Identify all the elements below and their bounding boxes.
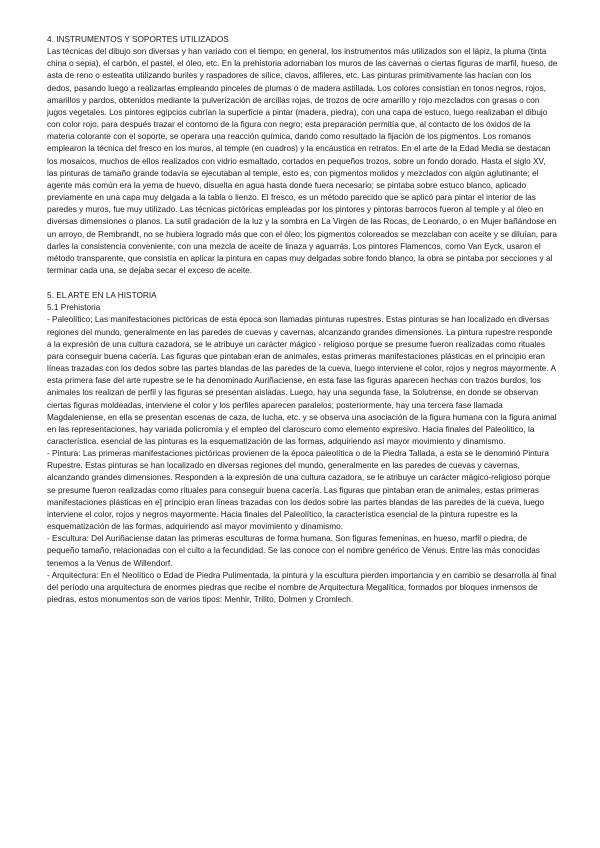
section-instrumentos <box>47 34 558 277</box>
list-item-escultura: - Escultura: Del Auriñaciense datan las primeras esculturas de forma humana. Son figuras femeninas, en hueso, marfil o piedra, de pequeño tamaño, relacionadas con el culto a la fecundidad. Se las conoce con el nombre genérico de Venus. Entre las más conocidas tenemos a la Venus de Willendorf. <box>47 534 540 568</box>
subsection-heading: 5.1 Prehistoria <box>47 303 101 313</box>
section-heading: 5. EL ARTE EN LA HISTORIA <box>47 291 157 301</box>
section-heading: 4. INSTRUMENTOS Y SOPORTES UTILIZADOS <box>47 35 229 44</box>
list-item-paleolitico: - Paleolítico; Las manifestaciones pictóricas de esta época son llamadas pinturas rupestres. Estas pinturas se han localizado en diversas regiones del mundo, generalmente en las paredes de cuevas y cavernas, alcanzando grandes dimensiones. La pintura rupestre responde a la expresión de una cultura cazadora, se le atribuye un carácter mágico - religioso porque se presume fueron realizadas como rituales para conseguir buena cacería. Las figuras que pintaban eran de animales, estas primeras manifestaciones plásticas en el principio eran líneas trazadas con los dedos sobre las partes blandas de las paredes de la cueva, luego interviene el color, rojos y negros mayormente. A esta primera fase del arte rupestre se le ha denominado Auriñaciense, en esta fase las figuras aparecen hechas con trazos burdos, los animales los realizan de perfil y las figuras se presentan aisladas. Luego, hay una segunda fase, la Solutrense, en donde se observan ciertas figuras moldeadas, interviene el color y los perfiles aparecen paralelos; posteriormente, hay una tercera fase llamada Magdaleniense, en ella se presentan escenas de caza, de lucha, etc. y se observa una asociación de la figura humana con la figura animal en las representaciones, hay variada policromía y el empleo del claroscuro como elemento expresivo. Hacia finales del Paleolítico, la característica. esencial de las pinturas es la esquematización de las formas, adquiriendo así mayor movimiento y dinamismo. <box>47 315 557 446</box>
paragraph: Las técnicas del dibujo son diversas y han variado con el tiempo; en general, los instrumentos más utilizados son el lápiz, la pluma (tinta china o sepia), el carbón, el pastel, el óleo, etc. En la prehistoria adornaban los muros de las cavernas o ciertas figuras de marfil, hueso, de asta de reno o esteatita utilizando buriles y raspadores de sílice, clavos, alfileres, etc. Las pinturas primitivamente las hacían con los dedos, pasando luego a realizarlas empleando pinceles de plumas o de madera astillada. Los colores consistían en tonos negros, rojos, amarillos y pardos, obtenidos mediante la pulverización de arcillas rojas, de trozos de ocre amarillo y rojo mezclados con grasas o con jugos vegetales. Los pintores egipcios cubrían la superficie a pintar (madera, piedra), con una capa de estuco, luego realizaban el dibujo con color rojo, para después trazar el contorno de la figura con negro; esta preparación permitía que, al contacto de los óxidos de la materia colorante con el soporte, se operara una reacción química, dando como resultado la fijación de los pigmentos. Los romanos emplearon la técnica del fresco en los muros, al temple (en cuadros) y la encáustica en retratos. En el arte de la Edad Media se destacan los mosaicos, muchos de ellos realizados con vidrio esmaltado, cortados en pequeños trozos, sobre un fondo dorado. Hasta el siglo XV, las pinturas de tamaño grande todavía se ejecutaban al temple, esto es, con pigmentos molidos y mezclados con algún aglutinante; el agente más común era la yema de huevo, disuelta en agua hasta donde fuera necesario; se pintaba sobre estuco blanco, aplicado previamente en una capa muy delgada a la tabla o lienzo. El fresco, es un método parecido que se aplicó para pintar el interior de las paredes y muros, fue muy utilizado. Las técnicas pictóricas empleadas por los pintores y pintoras barrocos fueron al temple y al óleo en diversas dimensiones o planos. La sutil gradación de la luz y la sombra en La Virgen de las Rocas, de Leonardo, o en Mujer bañándose en un arroyo, de Rembrandt, no se hubiera logrado más que con el óleo; los pigmentos coloreados se mezclaban con aceite y se diluían, para darles la consistencia conveniente, con una mezcla de aceite de linaza y aguarrás. Los pintores Flamencos, como Van Eyck, usaron el método transparente, que consistía en aplicar la pintura en capas muy delgadas sobre fondo blanco, la obra se pintaba por secciones y al terminar cada una, se dejaba secar el exceso de aceite. <box>47 47 558 275</box>
section-arte-historia <box>47 290 558 606</box>
list-item-arquitectura: - Arquitectura: En el Neolítico o Edad de Piedra Pulimentada, la pintura y la escultura pierden importancia y en cambio se desarrolla al final del período una arquitectura de enormes piedras que recibe el nombre de Arquitectura Megalítica, formados por bloques inmensos de piedras, estos monumentos son de varios tipos: Menhir, Trilito, Dolmen y Cromlech. <box>47 570 557 605</box>
list-item-pintura: - Pintura: Las primeras manifestaciones pictóricas provienen de la época paleolítica o de la Piedra Tallada, a esta se le denominó Pintura Rupestre. Estas pinturas se han localizado en diversas regiones del mundo, generalmente en las paredes de cuevas y cavernas, alcanzando grandes dimensiones. Responden a la expresión de una cultura cazadora, se le atribuye un carácter mágico-religioso porque se presume fueron realizadas como rituales para conseguir buena cacería. Las figuras que pintaban eran de animales, estas primeras manifestaciones plásticas en e] principio eran líneas trazadas con los dedos sobre las partes blandas de las paredes de la cueva, luego interviene el color, rojos y negros mayormente. Hacia finales del Paleolítico, la característica esencial de la pintura rupestre es la esquematización de las formas, adquiriendo así mayor movimiento y dinamismo. <box>47 449 551 532</box>
